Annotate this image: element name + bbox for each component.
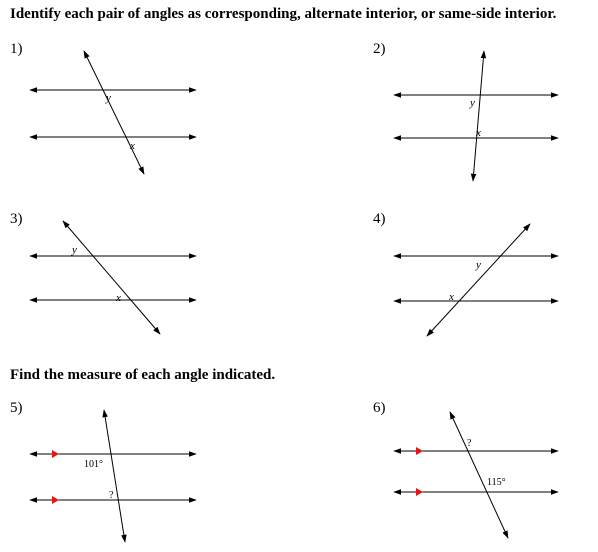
parallel-marker-top [52,450,59,458]
angle-y-label: y [106,92,111,104]
transversal [450,412,508,538]
problem-1-number: 1) [10,41,23,57]
parallel-marker-bottom [52,496,59,504]
transversal [104,410,125,542]
problem-5-number: 5) [10,400,23,416]
transversal [473,51,484,181]
unknown-angle-label: ? [467,438,472,449]
angle-y-label: y [470,97,475,109]
unknown-angle-label: ? [109,490,114,501]
problem-3-number: 3) [10,211,23,227]
transversal [63,221,160,334]
figure-6 [394,412,558,538]
figure-1 [30,51,196,174]
angle-y-label: y [476,259,481,271]
figure-4 [394,224,558,336]
given-angle-label: 115° [487,477,506,488]
problem-6-number: 6) [373,400,386,416]
angle-x-label: x [116,292,121,304]
problem-2-number: 2) [373,41,386,57]
transversal [84,51,144,174]
angle-x-label: x [449,291,454,303]
given-angle-label: 101° [84,459,103,470]
parallel-marker-bottom [416,488,423,496]
figure-2 [394,51,558,181]
figure-3 [30,221,196,334]
transversal [427,224,530,336]
problem-4-number: 4) [373,211,386,227]
angle-y-label: y [72,244,77,256]
angle-x-label: x [130,140,135,152]
parallel-marker-top [416,447,423,455]
instructions-heading: Identify each pair of angles as corresponding, alternate interior, or same-side interior. [10,6,557,22]
angle-x-label: x [476,127,481,139]
section2-heading: Find the measure of each angle indicated. [10,367,276,383]
figure-5 [30,410,196,542]
